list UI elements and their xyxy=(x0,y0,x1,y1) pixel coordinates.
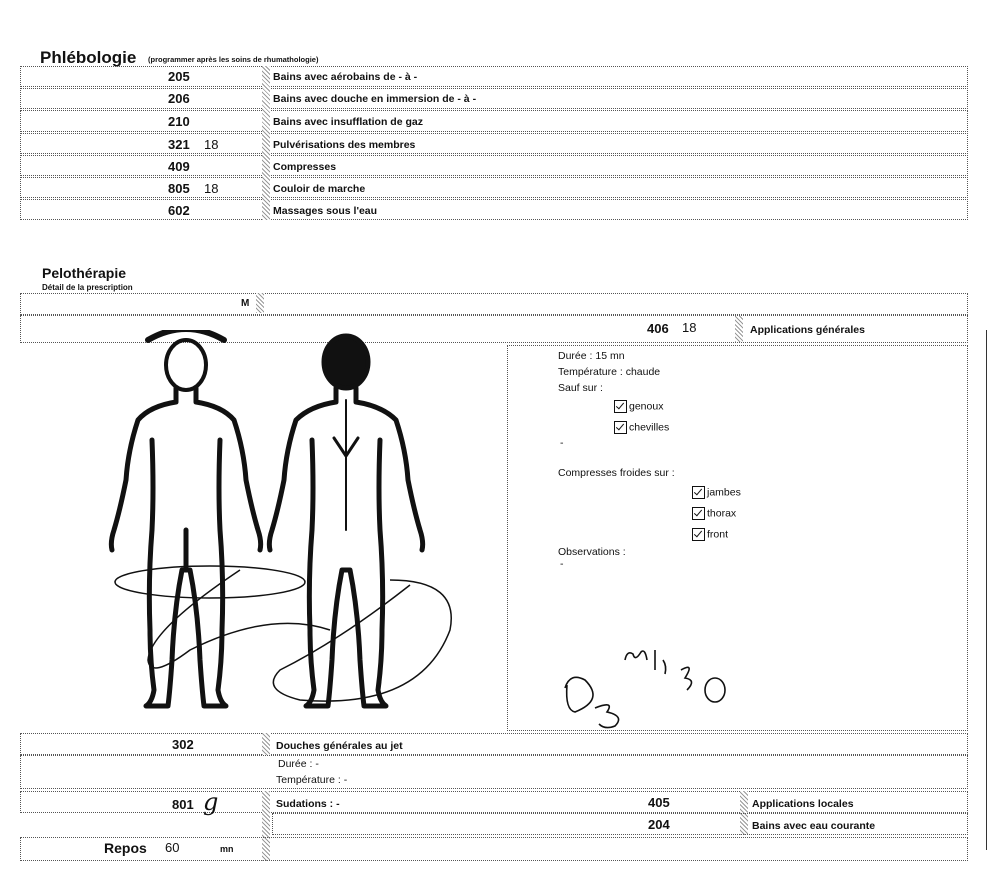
pelotherapie-title: Pelothérapie xyxy=(42,265,127,281)
checkbox-front[interactable]: front xyxy=(692,528,728,541)
checkbox-genoux[interactable]: genoux xyxy=(614,400,663,413)
row-code: 602 xyxy=(168,203,190,218)
row-code: 205 xyxy=(168,69,190,84)
pelotherapie-subtitle: Détail de la prescription xyxy=(42,283,133,292)
applications-generales-code: 406 xyxy=(647,321,669,336)
sudations-handwritten: g xyxy=(203,788,219,816)
table-row xyxy=(20,199,968,220)
prescription-marker: M xyxy=(241,298,250,309)
checkbox-thorax[interactable]: thorax xyxy=(692,507,736,520)
row-code: 206 xyxy=(168,91,190,106)
row-label: Bains avec insufflation de gaz xyxy=(273,116,423,128)
checkbox-icon xyxy=(692,528,705,541)
row-label: Bains avec douche en immersion de - à - xyxy=(273,93,477,105)
row-label: Massages sous l'eau xyxy=(273,205,378,217)
douches-code: 302 xyxy=(172,737,194,752)
repos-unit: mn xyxy=(220,844,234,854)
row-code: 321 xyxy=(168,137,190,152)
dash-text: - xyxy=(560,558,564,570)
checkbox-icon xyxy=(614,400,627,413)
applications-locales-label: Applications locales xyxy=(752,798,854,810)
column-divider xyxy=(256,293,264,313)
bains-code: 204 xyxy=(648,817,670,832)
checkbox-chevilles[interactable]: chevilles xyxy=(614,421,669,434)
temperature-text: Température : chaude xyxy=(558,366,661,378)
column-divider xyxy=(262,66,270,220)
prescription-header-row xyxy=(20,293,968,315)
douches-duree: Durée : - xyxy=(278,758,319,770)
body-diagram xyxy=(90,330,510,730)
applications-generales-value: 18 xyxy=(682,320,697,335)
row-label: Couloir de marche xyxy=(273,183,366,195)
applications-locales-code: 405 xyxy=(648,795,670,810)
column-divider xyxy=(735,316,743,342)
table-row xyxy=(20,155,968,176)
observations-text: Observations : xyxy=(558,546,626,558)
handwritten-signature xyxy=(555,630,755,730)
douches-row xyxy=(20,733,968,755)
repos-value: 60 xyxy=(165,840,180,855)
phlebologie-title: Phlébologie xyxy=(40,48,137,67)
column-divider xyxy=(262,733,270,755)
row-label: Pulvérisations des membres xyxy=(273,139,416,151)
row-code: 210 xyxy=(168,114,190,129)
row-label: Bains avec aérobains de - à - xyxy=(273,71,418,83)
bains-label: Bains avec eau courante xyxy=(752,820,876,832)
row-value: 18 xyxy=(204,137,219,152)
table-row xyxy=(20,177,968,198)
table-row xyxy=(20,110,968,132)
duree-text: Durée : 15 mn xyxy=(558,350,625,362)
table-row xyxy=(20,133,968,154)
sudations-code: 801 xyxy=(172,797,194,812)
douches-label: Douches générales au jet xyxy=(276,740,403,752)
compresses-text: Compresses froides sur : xyxy=(558,467,675,479)
phlebologie-subtitle: (programmer après les soins de rhumathologie) xyxy=(148,55,319,64)
checkbox-icon xyxy=(614,421,627,434)
checkbox-icon xyxy=(692,507,705,520)
repos-label: Repos xyxy=(104,840,147,856)
table-row xyxy=(20,66,968,87)
sauf-sur-text: Sauf sur : xyxy=(558,382,603,394)
right-border xyxy=(986,330,987,850)
row-code: 805 xyxy=(168,181,190,196)
dash-text: - xyxy=(560,437,564,449)
douches-details-row xyxy=(20,755,968,789)
row-value: 18 xyxy=(204,181,219,196)
douches-temperature: Température : - xyxy=(276,774,348,786)
row-code: 409 xyxy=(168,159,190,174)
table-row xyxy=(20,88,968,109)
checkbox-jambes[interactable]: jambes xyxy=(692,486,741,499)
applications-generales-label: Applications générales xyxy=(750,324,865,336)
row-label: Compresses xyxy=(273,161,337,173)
sudations-label: Sudations : - xyxy=(276,798,340,810)
checkbox-icon xyxy=(692,486,705,499)
repos-row xyxy=(20,837,968,861)
